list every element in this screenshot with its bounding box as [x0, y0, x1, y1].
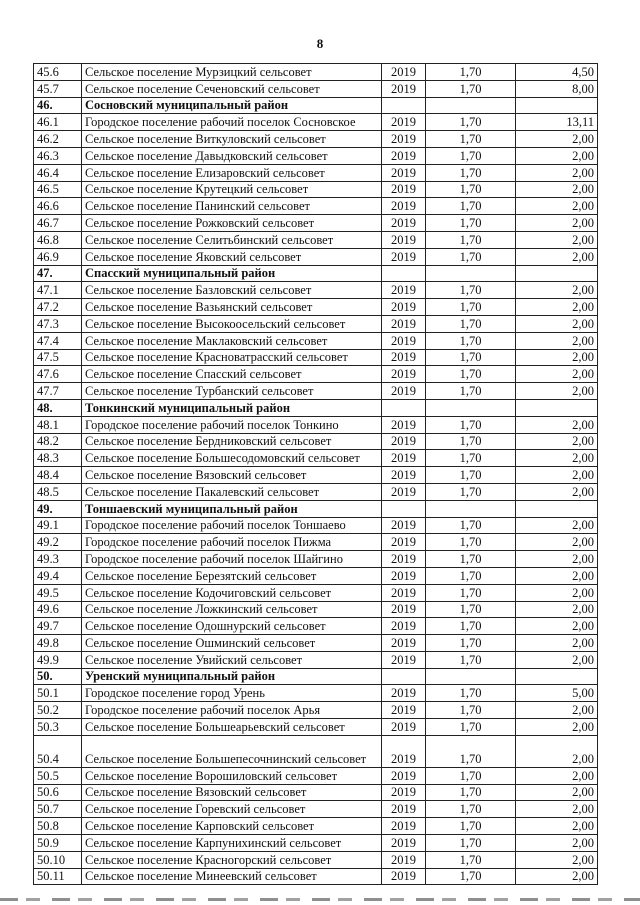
settlement-name-cell: Сельское поселение Елизаровский сельсовет — [82, 164, 382, 181]
year-cell — [382, 500, 426, 517]
value-cell — [516, 500, 598, 517]
year-cell: 2019 — [382, 735, 426, 767]
year-cell: 2019 — [382, 80, 426, 97]
settlement-name-cell: Сельское поселение Березятский сельсовет — [82, 567, 382, 584]
value-cell: 2,00 — [516, 567, 598, 584]
year-cell: 2019 — [382, 868, 426, 885]
settlement-name-cell: Сельское поселение Вязовский сельсовет — [82, 467, 382, 484]
year-cell: 2019 — [382, 164, 426, 181]
table-row — [34, 416, 598, 433]
value-cell: 2,00 — [516, 483, 598, 500]
row-number-cell: 50.1 — [34, 685, 82, 702]
value-cell: 2,00 — [516, 248, 598, 265]
year-cell: 2019 — [382, 534, 426, 551]
coefficient-cell: 1,70 — [426, 433, 516, 450]
table-row — [34, 517, 598, 534]
table-row — [34, 635, 598, 652]
row-number-cell: 50.3 — [34, 719, 82, 736]
settlement-name-cell: Сельское поселение Яковский сельсовет — [82, 248, 382, 265]
year-cell: 2019 — [382, 248, 426, 265]
value-cell: 2,00 — [516, 801, 598, 818]
settlement-name-cell: Сельское поселение Базловский сельсовет — [82, 282, 382, 299]
row-number-cell: 49.6 — [34, 601, 82, 618]
settlement-name-cell: Сельское поселение Большесодомовский сельсовет — [82, 450, 382, 467]
coefficient-cell: 1,70 — [426, 80, 516, 97]
row-number-cell: 49.7 — [34, 618, 82, 635]
value-cell: 5,00 — [516, 685, 598, 702]
table-row — [34, 767, 598, 784]
district-header-row — [34, 399, 598, 416]
settlement-name-cell: Сельское поселение Ложкинский сельсовет — [82, 601, 382, 618]
value-cell: 2,00 — [516, 651, 598, 668]
value-cell: 2,00 — [516, 416, 598, 433]
coefficient-cell — [426, 399, 516, 416]
table-row — [34, 164, 598, 181]
coefficient-cell: 1,70 — [426, 851, 516, 868]
value-cell: 2,00 — [516, 851, 598, 868]
value-cell: 2,00 — [516, 366, 598, 383]
district-header-row — [34, 668, 598, 685]
value-cell: 2,00 — [516, 215, 598, 232]
year-cell: 2019 — [382, 851, 426, 868]
row-number-cell: 50.11 — [34, 868, 82, 885]
table-row — [34, 349, 598, 366]
value-cell: 2,00 — [516, 181, 598, 198]
coefficient-cell — [426, 97, 516, 114]
row-number-cell: 47.1 — [34, 282, 82, 299]
table-row — [34, 433, 598, 450]
table-body — [34, 64, 598, 885]
table-row — [34, 147, 598, 164]
value-cell: 2,00 — [516, 433, 598, 450]
year-cell: 2019 — [382, 784, 426, 801]
coefficient-cell: 1,70 — [426, 366, 516, 383]
value-cell: 4,50 — [516, 64, 598, 81]
row-number-cell: 48.5 — [34, 483, 82, 500]
row-number-cell: 49.2 — [34, 534, 82, 551]
row-number-cell: 46.9 — [34, 248, 82, 265]
district-header-row — [34, 500, 598, 517]
row-number-cell: 46.8 — [34, 231, 82, 248]
coefficient-cell: 1,70 — [426, 735, 516, 767]
table-row — [34, 618, 598, 635]
settlement-name-cell: Сельское поселение Мурзицкий сельсовет — [82, 64, 382, 81]
year-cell: 2019 — [382, 416, 426, 433]
row-number-cell: 49.8 — [34, 635, 82, 652]
row-number-cell: 49.5 — [34, 584, 82, 601]
row-number-cell: 46.2 — [34, 131, 82, 148]
coefficient-cell: 1,70 — [426, 784, 516, 801]
value-cell — [516, 399, 598, 416]
value-cell: 13,11 — [516, 114, 598, 131]
settlement-name-cell: Сельское поселение Ворошиловский сельсовет — [82, 767, 382, 784]
value-cell: 2,00 — [516, 517, 598, 534]
value-cell — [516, 668, 598, 685]
value-cell: 2,00 — [516, 299, 598, 316]
value-cell: 2,00 — [516, 702, 598, 719]
value-cell: 2,00 — [516, 868, 598, 885]
settlement-name-cell: Сельское поселение Вязовский сельсовет — [82, 784, 382, 801]
year-cell: 2019 — [382, 685, 426, 702]
table-row — [34, 818, 598, 835]
coefficient-cell: 1,70 — [426, 467, 516, 484]
coefficient-cell: 1,70 — [426, 231, 516, 248]
table-row — [34, 551, 598, 568]
coefficient-cell: 1,70 — [426, 685, 516, 702]
year-cell — [382, 265, 426, 282]
settlement-name-cell: Сельское поселение Спасский сельсовет — [82, 366, 382, 383]
table-row — [34, 198, 598, 215]
year-cell: 2019 — [382, 366, 426, 383]
row-number-cell: 50.9 — [34, 835, 82, 852]
settlement-name-cell: Сельское поселение Красногорский сельсовет — [82, 851, 382, 868]
row-number-cell: 46.1 — [34, 114, 82, 131]
district-header-row — [34, 265, 598, 282]
settlement-name-cell: Сельское поселение Турбанский сельсовет — [82, 383, 382, 400]
table-row — [34, 483, 598, 500]
year-cell — [382, 668, 426, 685]
row-number-cell: 47.5 — [34, 349, 82, 366]
coefficient-cell: 1,70 — [426, 601, 516, 618]
year-cell: 2019 — [382, 719, 426, 736]
table-row — [34, 181, 598, 198]
row-number-cell: 45.6 — [34, 64, 82, 81]
year-cell: 2019 — [382, 483, 426, 500]
coefficient-cell: 1,70 — [426, 198, 516, 215]
value-cell: 2,00 — [516, 835, 598, 852]
year-cell: 2019 — [382, 198, 426, 215]
year-cell: 2019 — [382, 635, 426, 652]
coefficient-cell: 1,70 — [426, 702, 516, 719]
settlement-name-cell: Сельское поселение Ошминский сельсовет — [82, 635, 382, 652]
table-row — [34, 719, 598, 736]
coefficient-cell: 1,70 — [426, 299, 516, 316]
row-number-cell: 47.7 — [34, 383, 82, 400]
row-number-cell: 50.5 — [34, 767, 82, 784]
coefficient-cell: 1,70 — [426, 349, 516, 366]
table-row — [34, 584, 598, 601]
settlement-name-cell: Городское поселение рабочий поселок Пижма — [82, 534, 382, 551]
settlement-name-cell: Сельское поселение Селитьбинский сельсовет — [82, 231, 382, 248]
table-row — [34, 868, 598, 885]
year-cell: 2019 — [382, 215, 426, 232]
settlement-name-cell: Городское поселение рабочий поселок Тонкино — [82, 416, 382, 433]
coefficient-cell: 1,70 — [426, 651, 516, 668]
coefficient-cell: 1,70 — [426, 818, 516, 835]
row-number-cell: 50.2 — [34, 702, 82, 719]
settlement-name-cell: Сельское поселение Карповский сельсовет — [82, 818, 382, 835]
coefficient-cell: 1,70 — [426, 618, 516, 635]
settlement-name-cell: Городское поселение рабочий поселок Сосновское — [82, 114, 382, 131]
row-number-cell: 47.2 — [34, 299, 82, 316]
coefficient-cell: 1,70 — [426, 450, 516, 467]
settlement-name-cell: Сельское поселение Большепесочнинский сельсовет — [82, 735, 382, 767]
value-cell: 2,00 — [516, 131, 598, 148]
settlement-name-cell: Сельское поселение Одошнурский сельсовет — [82, 618, 382, 635]
scan-edge-artifact — [0, 898, 640, 901]
year-cell: 2019 — [382, 181, 426, 198]
settlement-name-cell: Сельское поселение Горевский сельсовет — [82, 801, 382, 818]
year-cell: 2019 — [382, 349, 426, 366]
coefficient-cell: 1,70 — [426, 567, 516, 584]
coefficient-cell: 1,70 — [426, 147, 516, 164]
coefficient-cell: 1,70 — [426, 215, 516, 232]
coefficient-cell: 1,70 — [426, 801, 516, 818]
table-row — [34, 383, 598, 400]
settlement-name-cell: Тонкинский муниципальный район — [82, 399, 382, 416]
row-number-cell: 50.6 — [34, 784, 82, 801]
row-number-cell: 45.7 — [34, 80, 82, 97]
year-cell: 2019 — [382, 467, 426, 484]
row-number-cell: 47.6 — [34, 366, 82, 383]
year-cell: 2019 — [382, 835, 426, 852]
table-row — [34, 231, 598, 248]
value-cell — [516, 97, 598, 114]
settlement-name-cell: Спасский муниципальный район — [82, 265, 382, 282]
value-cell: 2,00 — [516, 332, 598, 349]
row-number-cell: 48. — [34, 399, 82, 416]
settlement-name-cell: Сельское поселение Карпунихинский сельсовет — [82, 835, 382, 852]
value-cell: 2,00 — [516, 635, 598, 652]
settlement-name-cell: Сосновский муниципальный район — [82, 97, 382, 114]
coefficient-cell: 1,70 — [426, 517, 516, 534]
row-number-cell: 46. — [34, 97, 82, 114]
year-cell: 2019 — [382, 231, 426, 248]
table-row — [34, 467, 598, 484]
value-cell: 2,00 — [516, 551, 598, 568]
year-cell: 2019 — [382, 64, 426, 81]
row-number-cell: 50.4 — [34, 735, 82, 767]
row-number-cell: 46.5 — [34, 181, 82, 198]
table-row — [34, 735, 598, 767]
row-number-cell: 46.7 — [34, 215, 82, 232]
table-row — [34, 366, 598, 383]
row-number-cell: 48.2 — [34, 433, 82, 450]
year-cell: 2019 — [382, 147, 426, 164]
year-cell: 2019 — [382, 567, 426, 584]
value-cell — [516, 265, 598, 282]
settlement-name-cell: Сельское поселение Большеарьевский сельсовет — [82, 719, 382, 736]
page-number: 8 — [316, 36, 324, 51]
coefficient-cell: 1,70 — [426, 551, 516, 568]
table-row — [34, 601, 598, 618]
table-row — [34, 534, 598, 551]
value-cell: 2,00 — [516, 719, 598, 736]
year-cell: 2019 — [382, 450, 426, 467]
table-row — [34, 282, 598, 299]
value-cell: 2,00 — [516, 818, 598, 835]
year-cell — [382, 399, 426, 416]
coefficient-cell: 1,70 — [426, 114, 516, 131]
row-number-cell: 50.10 — [34, 851, 82, 868]
settlement-name-cell: Сельское поселение Давыдковский сельсовет — [82, 147, 382, 164]
row-number-cell: 49. — [34, 500, 82, 517]
value-cell: 2,00 — [516, 467, 598, 484]
year-cell — [382, 97, 426, 114]
coefficient-cell: 1,70 — [426, 181, 516, 198]
settlement-name-cell: Сельское поселение Рожковский сельсовет — [82, 215, 382, 232]
coefficient-cell — [426, 265, 516, 282]
value-cell: 2,00 — [516, 349, 598, 366]
row-number-cell: 47.4 — [34, 332, 82, 349]
value-cell: 2,00 — [516, 315, 598, 332]
row-number-cell: 47. — [34, 265, 82, 282]
settlement-name-cell: Сельское поселение Сеченовский сельсовет — [82, 80, 382, 97]
row-number-cell: 46.4 — [34, 164, 82, 181]
row-number-cell: 46.6 — [34, 198, 82, 215]
year-cell: 2019 — [382, 601, 426, 618]
row-number-cell: 48.3 — [34, 450, 82, 467]
row-number-cell: 49.3 — [34, 551, 82, 568]
year-cell: 2019 — [382, 618, 426, 635]
year-cell: 2019 — [382, 282, 426, 299]
table-row — [34, 215, 598, 232]
table-row — [34, 64, 598, 81]
settlement-name-cell: Сельское поселение Минеевский сельсовет — [82, 868, 382, 885]
value-cell: 2,00 — [516, 584, 598, 601]
settlement-name-cell: Уренский муниципальный район — [82, 668, 382, 685]
coefficient-cell: 1,70 — [426, 534, 516, 551]
settlement-name-cell: Тоншаевский муниципальный район — [82, 500, 382, 517]
row-number-cell: 46.3 — [34, 147, 82, 164]
settlement-name-cell: Сельское поселение Маклаковский сельсовет — [82, 332, 382, 349]
year-cell: 2019 — [382, 131, 426, 148]
year-cell: 2019 — [382, 315, 426, 332]
settlement-name-cell: Сельское поселение Панинский сельсовет — [82, 198, 382, 215]
value-cell: 2,00 — [516, 735, 598, 767]
coefficient-cell: 1,70 — [426, 719, 516, 736]
table-row — [34, 80, 598, 97]
year-cell: 2019 — [382, 702, 426, 719]
settlement-name-cell: Сельское поселение Красноватрасский сельсовет — [82, 349, 382, 366]
table-row — [34, 851, 598, 868]
coefficient-cell — [426, 500, 516, 517]
row-number-cell: 48.4 — [34, 467, 82, 484]
coefficient-cell: 1,70 — [426, 315, 516, 332]
value-cell: 2,00 — [516, 164, 598, 181]
settlement-name-cell: Сельское поселение Крутецкий сельсовет — [82, 181, 382, 198]
settlement-name-cell: Сельское поселение Бердниковский сельсовет — [82, 433, 382, 450]
year-cell: 2019 — [382, 114, 426, 131]
year-cell: 2019 — [382, 551, 426, 568]
settlement-name-cell: Городское поселение рабочий поселок Арья — [82, 702, 382, 719]
value-cell: 2,00 — [516, 534, 598, 551]
settlement-name-cell: Сельское поселение Вазьянский сельсовет — [82, 299, 382, 316]
table-row — [34, 784, 598, 801]
row-number-cell: 50. — [34, 668, 82, 685]
district-header-row — [34, 97, 598, 114]
settlement-name-cell: Сельское поселение Высокоосельский сельсовет — [82, 315, 382, 332]
coefficient-cell: 1,70 — [426, 248, 516, 265]
value-cell: 2,00 — [516, 231, 598, 248]
row-number-cell: 49.4 — [34, 567, 82, 584]
coefficient-cell: 1,70 — [426, 868, 516, 885]
settlement-name-cell: Сельское поселение Пакалевский сельсовет — [82, 483, 382, 500]
row-number-cell: 47.3 — [34, 315, 82, 332]
year-cell: 2019 — [382, 332, 426, 349]
table-row — [34, 131, 598, 148]
coefficient-cell: 1,70 — [426, 483, 516, 500]
year-cell: 2019 — [382, 767, 426, 784]
settlement-name-cell: Сельское поселение Увийский сельсовет — [82, 651, 382, 668]
table-row — [34, 450, 598, 467]
value-cell: 2,00 — [516, 767, 598, 784]
year-cell: 2019 — [382, 801, 426, 818]
table-row — [34, 651, 598, 668]
settlement-name-cell: Городское поселение рабочий поселок Тоншаево — [82, 517, 382, 534]
table-row — [34, 567, 598, 584]
settlement-name-cell: Городское поселение город Урень — [82, 685, 382, 702]
value-cell: 2,00 — [516, 147, 598, 164]
year-cell: 2019 — [382, 433, 426, 450]
table-row — [34, 835, 598, 852]
table-row — [34, 248, 598, 265]
coefficient-cell: 1,70 — [426, 332, 516, 349]
table-row — [34, 702, 598, 719]
table-row — [34, 315, 598, 332]
table-row — [34, 332, 598, 349]
year-cell: 2019 — [382, 383, 426, 400]
coefficient-cell: 1,70 — [426, 64, 516, 81]
settlement-name-cell: Сельское поселение Кодочиговский сельсовет — [82, 584, 382, 601]
value-cell: 2,00 — [516, 618, 598, 635]
row-number-cell: 50.8 — [34, 818, 82, 835]
value-cell: 2,00 — [516, 198, 598, 215]
coefficient-cell: 1,70 — [426, 164, 516, 181]
coefficient-cell — [426, 668, 516, 685]
coefficient-cell: 1,70 — [426, 584, 516, 601]
table-row — [34, 299, 598, 316]
year-cell: 2019 — [382, 818, 426, 835]
year-cell: 2019 — [382, 517, 426, 534]
settlement-name-cell: Сельское поселение Виткуловский сельсовет — [82, 131, 382, 148]
year-cell: 2019 — [382, 584, 426, 601]
year-cell: 2019 — [382, 651, 426, 668]
year-cell: 2019 — [382, 299, 426, 316]
value-cell: 2,00 — [516, 601, 598, 618]
coefficient-cell: 1,70 — [426, 767, 516, 784]
coefficient-cell: 1,70 — [426, 383, 516, 400]
value-cell: 8,00 — [516, 80, 598, 97]
settlements-table — [33, 63, 598, 885]
coefficient-cell: 1,70 — [426, 416, 516, 433]
settlement-name-cell: Городское поселение рабочий поселок Шайгино — [82, 551, 382, 568]
row-number-cell: 49.9 — [34, 651, 82, 668]
coefficient-cell: 1,70 — [426, 282, 516, 299]
value-cell: 2,00 — [516, 784, 598, 801]
coefficient-cell: 1,70 — [426, 131, 516, 148]
coefficient-cell: 1,70 — [426, 835, 516, 852]
value-cell: 2,00 — [516, 450, 598, 467]
row-number-cell: 48.1 — [34, 416, 82, 433]
coefficient-cell: 1,70 — [426, 635, 516, 652]
value-cell: 2,00 — [516, 282, 598, 299]
row-number-cell: 50.7 — [34, 801, 82, 818]
row-number-cell: 49.1 — [34, 517, 82, 534]
value-cell: 2,00 — [516, 383, 598, 400]
table-row — [34, 801, 598, 818]
table-row — [34, 685, 598, 702]
table-row — [34, 114, 598, 131]
